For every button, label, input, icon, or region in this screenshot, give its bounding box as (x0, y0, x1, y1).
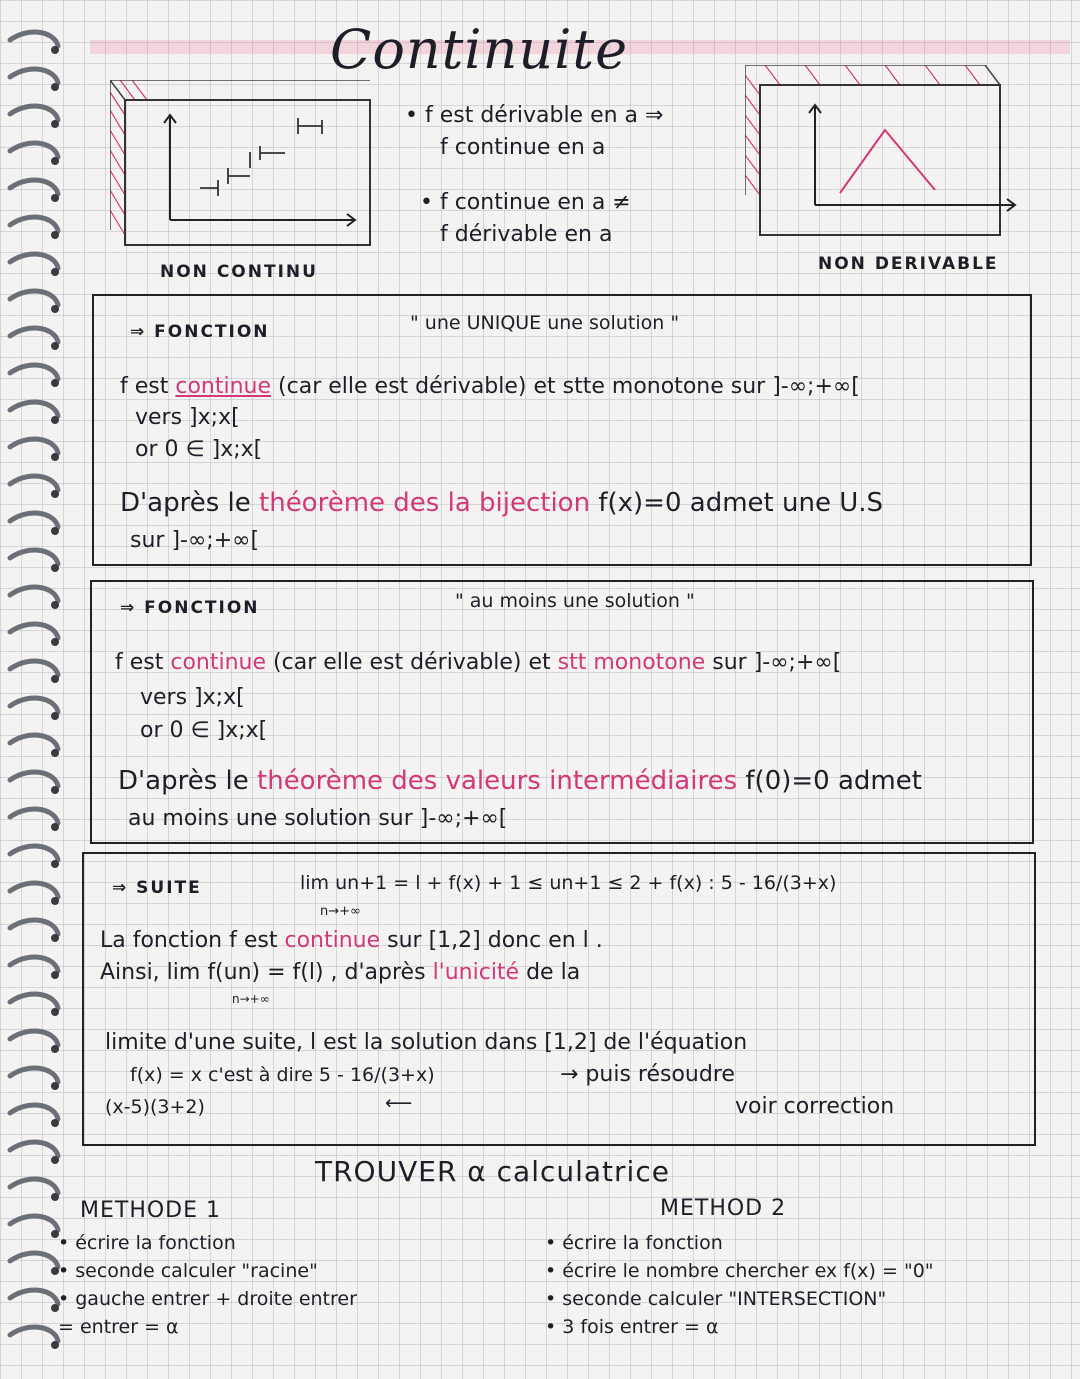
spiral-hole (51, 749, 59, 757)
spiral-ring (10, 957, 58, 971)
spiral-ring (10, 143, 58, 157)
box3-line2-b: continue (284, 928, 381, 953)
non-continuous-label: NON CONTINU (160, 262, 318, 282)
spiral-hole (51, 83, 59, 91)
spiral-hole (51, 527, 59, 535)
spiral-hole (51, 453, 59, 461)
spiral-ring (10, 772, 58, 786)
spiral-hole (51, 194, 59, 202)
spiral-hole (51, 971, 59, 979)
box1-subtitle: " une UNIQUE une solution " (410, 312, 680, 334)
spiral-hole (51, 1156, 59, 1164)
spiral-ring (10, 994, 58, 1008)
box2-line5: au moins une solution sur ]-∞;+∞[ (128, 806, 508, 831)
spiral-hole (51, 1045, 59, 1053)
box2-line4 (118, 766, 922, 796)
box1-line4-a: D'après le (120, 488, 251, 518)
spiral-hole (51, 675, 59, 683)
box3-line3-sub: n→+∞ (232, 992, 270, 1006)
box2-line4-c: f(0)=0 admet (745, 766, 922, 796)
box1-line2: vers ]x;x[ (135, 405, 240, 430)
spiral-hole (51, 1119, 59, 1127)
spiral-hole (51, 46, 59, 54)
box2-subtitle: " au moins une solution " (455, 590, 695, 612)
spiral-ring (10, 587, 58, 601)
box3-line3-c: de la (526, 960, 581, 985)
box3-line6: (x-5)(3+2) (105, 1096, 205, 1118)
box1-line1 (120, 374, 860, 399)
spiral-ring (10, 809, 58, 823)
spiral-hole (51, 268, 59, 276)
box1-line4-b: théorème des la bijection (259, 488, 591, 518)
spiral-hole (51, 157, 59, 165)
spiral-ring (10, 402, 58, 416)
method2-title: METHOD 2 (660, 1196, 787, 1221)
method1-item: • seconde calculer "racine" (58, 1260, 318, 1282)
spiral-ring (10, 1216, 58, 1230)
spiral-ring (10, 1142, 58, 1156)
box2-line4-b: théorème des valeurs intermédiaires (257, 766, 738, 796)
box2-line4-a: D'après le (118, 766, 249, 796)
box3-header: ⇒ SUITE (112, 878, 202, 898)
spiral-hole (51, 120, 59, 128)
method1-title: METHODE 1 (80, 1198, 222, 1223)
method1-item: = entrer = α (58, 1316, 179, 1338)
spiral-ring (10, 217, 58, 231)
box1-line3: or 0 ∈ ]x;x[ (135, 437, 263, 462)
box3-line5-arrow: → puis résoudre (560, 1062, 735, 1087)
box1-line1-b: continue (175, 374, 272, 399)
spiral-hole (51, 564, 59, 572)
box1-line4-c: f(x)=0 admet une U.S (598, 488, 883, 518)
spiral-ring (10, 180, 58, 194)
spiral-hole (51, 860, 59, 868)
method2-item: • écrire le nombre chercher ex f(x) = "0" (545, 1260, 934, 1282)
spiral-hole (51, 786, 59, 794)
spiral-hole (51, 601, 59, 609)
method1-item: • gauche entrer + droite entrer (58, 1288, 357, 1310)
method1-item: • écrire la fonction (58, 1232, 236, 1254)
spiral-ring (10, 476, 58, 490)
method2-item: • écrire la fonction (545, 1232, 723, 1254)
back-arrow-icon: ⟵ (385, 1092, 413, 1114)
box3-line1: lim un+1 = l + f(x) + 1 ≤ un+1 ≤ 2 + f(x) : 5 - 16/(3+x) (300, 872, 837, 894)
box2-line1-d: stt monotone (557, 650, 706, 675)
spiral-hole (51, 638, 59, 646)
spiral-ring (10, 624, 58, 638)
spiral-ring (10, 920, 58, 934)
page-title: Continuite (330, 18, 629, 81)
non-derivable-label: NON DERIVABLE (818, 254, 999, 274)
box3-line2 (100, 928, 603, 953)
box2-line2: vers ]x;x[ (140, 685, 245, 710)
box3-line1-sub: n→+∞ (320, 904, 361, 919)
spiral-ring (10, 365, 58, 379)
box2-line1-a: f est (115, 650, 164, 675)
spiral-hole (51, 823, 59, 831)
box-at-least-one-solution (90, 580, 1034, 844)
spiral-ring (10, 254, 58, 268)
spiral-hole (51, 231, 59, 239)
box2-line1 (115, 650, 841, 675)
spiral-ring (10, 69, 58, 83)
spiral-ring (10, 1253, 58, 1267)
spiral-ring (10, 661, 58, 675)
spiral-ring (10, 735, 58, 749)
method2-item: • seconde calculer "INTERSECTION" (545, 1288, 887, 1310)
spiral-hole (51, 712, 59, 720)
box1-line1-c: (car elle est dérivable) et stte monotone sur ]-∞;+∞[ (278, 374, 860, 399)
spiral-hole (51, 305, 59, 313)
spiral-hole (51, 1193, 59, 1201)
spiral-ring (10, 1179, 58, 1193)
spiral-ring (10, 1290, 58, 1304)
non-derivable-graph (745, 65, 1045, 255)
spiral-ring (10, 513, 58, 527)
spiral-hole (51, 934, 59, 942)
box2-header: ⇒ FONCTION (120, 598, 260, 618)
spiral-ring (10, 550, 58, 564)
spiral-ring (10, 32, 58, 46)
box3-line3-b: l'unicité (432, 960, 520, 985)
spiral-hole (51, 379, 59, 387)
spiral-ring (10, 106, 58, 120)
box2-line1-e: sur ]-∞;+∞[ (712, 650, 842, 675)
box3-line3-a: Ainsi, lim f(un) = f(l) , d'après (100, 960, 426, 985)
spiral-ring (10, 698, 58, 712)
box1-line1-a: f est (120, 374, 169, 399)
spiral-ring (10, 439, 58, 453)
spiral-hole (51, 416, 59, 424)
spiral-ring (10, 291, 58, 305)
spiral-ring (10, 1031, 58, 1045)
bottom-title: TROUVER α calculatrice (315, 1155, 670, 1188)
spiral-ring (10, 846, 58, 860)
spiral-ring (10, 883, 58, 897)
spiral-ring (10, 328, 58, 342)
box1-line4 (120, 488, 883, 518)
box1-header: ⇒ FONCTION (130, 322, 270, 342)
spiral-hole (51, 342, 59, 350)
spiral-hole (51, 1082, 59, 1090)
box3-line5: f(x) = x c'est à dire 5 - 16/(3+x) (130, 1064, 435, 1086)
box3-line4: limite d'une suite, l est la solution dans [1,2] de l'équation (105, 1030, 748, 1055)
box3-line6-b: voir correction (735, 1094, 895, 1119)
note-continue-not-derivable: • f continue en a ≠ (420, 190, 631, 215)
spiral-ring (10, 1105, 58, 1119)
box3-line2-c: sur [1,2] donc en l . (387, 928, 603, 953)
box2-line1-b: continue (170, 650, 267, 675)
note-derivable-at-a: f dérivable en a (440, 222, 613, 247)
method2-list (545, 1232, 934, 1344)
note-derivable-implies-continue: • f est dérivable en a ⇒ (405, 103, 664, 128)
box2-line3: or 0 ∈ ]x;x[ (140, 718, 268, 743)
box3-line2-a: La fonction f est (100, 928, 278, 953)
note-continue-at-a: f continue en a (440, 135, 606, 160)
spiral-ring (10, 1068, 58, 1082)
spiral-ring (10, 1327, 58, 1341)
method1-list (58, 1232, 357, 1344)
spiral-binding (0, 0, 70, 1379)
box2-line1-c: (car elle est dérivable) et (273, 650, 551, 675)
non-continuous-graph (110, 80, 390, 270)
spiral-hole (51, 897, 59, 905)
box3-line3 (100, 960, 580, 985)
spiral-hole (51, 1008, 59, 1016)
method2-item: • 3 fois entrer = α (545, 1316, 719, 1338)
box1-line5: sur ]-∞;+∞[ (130, 528, 260, 553)
spiral-hole (51, 490, 59, 498)
